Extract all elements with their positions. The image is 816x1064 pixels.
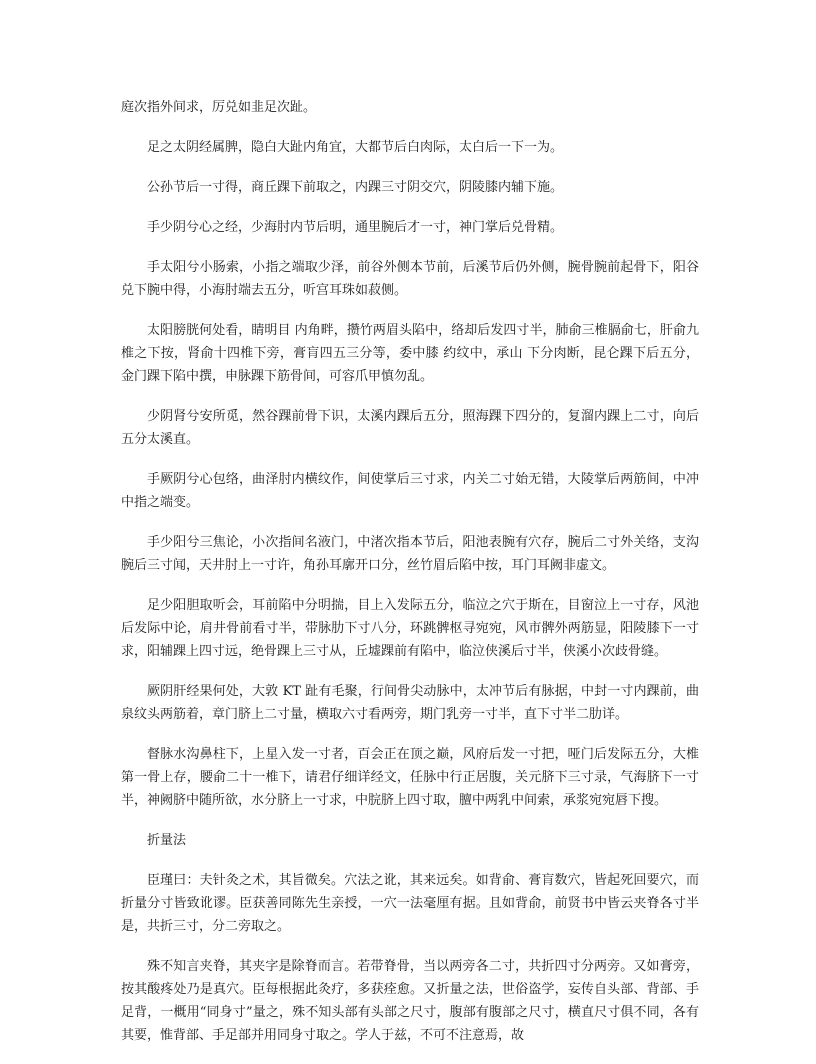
paragraph: 厥阴肝经果何处，大敦 KT 趾有毛聚，行间骨尖动脉中，太冲节后有脉据，中封一寸内踝前，曲泉纹头两筋着，章门脐上二寸量，横取六寸看两旁，期门乳旁一寸半，直下寸半二肋详。 [121, 684, 699, 722]
paragraph: 臣瑾曰：夫针灸之术，其旨微矣。穴法之讹，其来远矣。如背俞、膏肓数穴，皆起死回要穴，而折量分寸皆致讹谬。臣获善同陈先生亲授，一穴一法毫厘有据。且如背俞，前贤书中皆云夹脊各寸半是，共折三寸，分二旁取之。 [121, 873, 699, 934]
paragraph: 公孙节后一寸得，商丘踝下前取之，内踝三寸阴交穴，阴陵膝内辅下施。 [147, 180, 564, 195]
paragraph: 足少阳胆取听会，耳前陷中分明揣，目上入发际五分，临泣之穴于斯在，目窗泣上一寸存，风池后发际中论，肩井骨前看寸半，带脉肋下寸八分，环跳髀枢寻宛宛，风市髀外两筋显，阳陵膝下一寸求，阳辅踝上四寸远，绝骨踝上三寸从，丘墟踝前有陷中，临泣侠溪后寸半，侠溪小次歧骨缝。 [121, 598, 699, 659]
paragraph: 殊不知言夹脊，其夹字是除脊而言。若带脊骨，当以两旁各二寸，共折四寸分两旁。又如膏旁，按其酸疼处乃是真穴。臣每根据此灸疗，多获痊愈。又折量之法，世俗盗学，妄传自头部、背部、手足背，一概用“同身寸”量之，殊不知头部有头部之尺寸，腹部有腹部之尺寸，横直尺寸俱不同，各有其要，惟背部、手足部并用同身寸取之。学人于兹，不可不注意焉，故 [121, 959, 699, 1043]
paragraph: 手少阳兮三焦论，小次指间名液门，中渚次指本节后，阳池表腕有穴存，腕后二寸外关络，支沟腕后三寸闻，天井肘上一寸许，角孙耳廓开口分，丝竹眉后陷中按，耳门耳阙非虚文。 [121, 535, 699, 573]
paragraph: 太阳膀胱何处看，睛明目 内角畔，攒竹两眉头陷中，络却后发四寸半，肺俞三椎膈俞七，肝俞九椎之下按，肾俞十四椎下旁，膏肓四五三分等，委中膝 约纹中，承山 下分肉断，昆仑踝下后五分，金门踝下陷中撰，申脉踝下筋骨间，可容爪甲慎勿乱。 [121, 323, 699, 384]
paragraph: 督脉水沟鼻柱下，上星入发一寸者，百会正在顶之巅，风府后发一寸把，哑门后发际五分，大椎第一骨上存，腰俞二十一椎下，请君仔细详经文，任脉中行正居腹，关元脐下三寸录，气海脐下一寸半，神阙脐中随所欲，水分脐上一寸求，中脘脐上四寸取，膻中两乳中间索，承浆宛宛唇下搜。 [121, 747, 699, 808]
paragraph: 足之太阴经属脾，隐白大趾内角宜，大都节后白肉际，太白后一下一为。 [147, 140, 564, 155]
document-body [121, 96, 699, 1064]
paragraph: 手少阴兮心之经，少海肘内节后明，通里腕后才一寸，神门掌后兑骨精。 [147, 220, 564, 235]
section-heading: 折量法 [147, 833, 187, 848]
paragraph: 手太阳兮小肠索，小指之端取少泽，前谷外侧本节前，后溪节后仍外侧，腕骨腕前起骨下，阳谷兑下腕中得，小海肘端去五分，听宫耳珠如菽侧。 [121, 260, 699, 298]
paragraph: 庭次指外间求，厉兑如韭足次趾。 [121, 100, 317, 115]
paragraph: 少阴肾兮安所觅，然谷踝前骨下识，太溪内踝后五分，照海踝下四分的，复溜内踝上二寸，向后五分太溪直。 [121, 409, 699, 447]
paragraph: 手厥阴兮心包络，曲泽肘内横纹作，间使掌后三寸求，内关二寸始无错，大陵掌后两筋间，中冲中指之端变。 [121, 472, 699, 510]
